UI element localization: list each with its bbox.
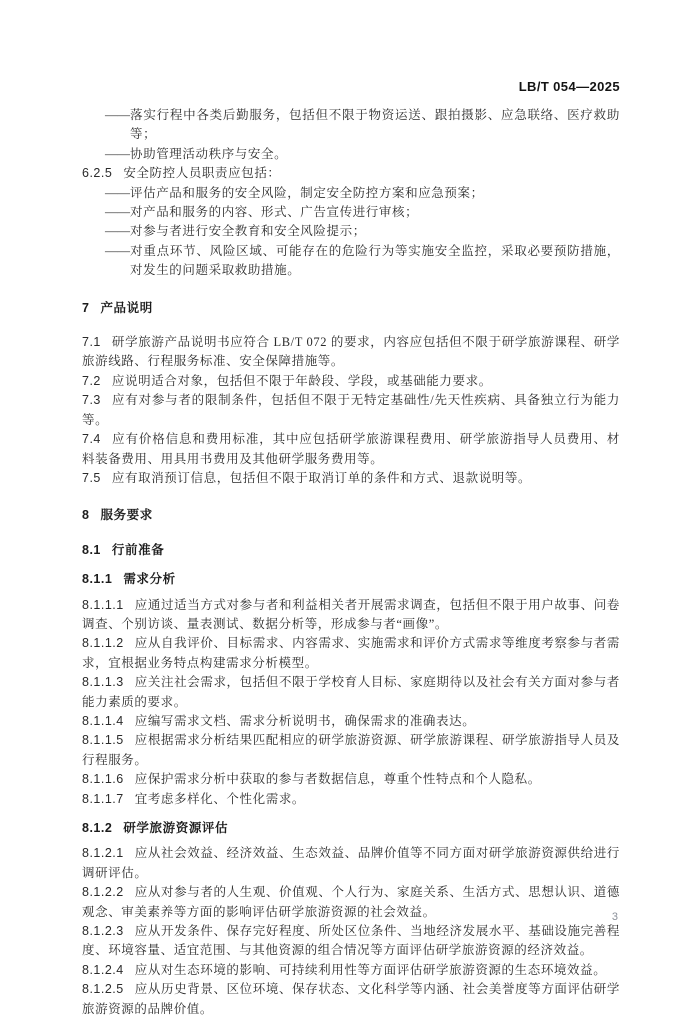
clause-8.1.2.5 [82, 980, 620, 1019]
clause-text: 应从开发条件、保存完好程度、所处区位条件、当地经济发展水平、基础设施完善程度、环境容量、适宜范围、与其他资源的组合情况等方面评估研学旅游资源的经济效益。 [82, 924, 620, 958]
dash-text: 落实行程中各类后勤服务，包括但不限于物资运送、跟拍摄影、应急联络、医疗救助等； [130, 108, 620, 142]
clause-text: 安全防控人员职责应包括： [123, 166, 281, 181]
page-footer [612, 911, 618, 923]
clause-text: 应根据需求分析结果匹配相应的研学旅游资源、研学旅游课程、研学旅游指导人员及行程服务。 [82, 733, 620, 767]
section-heading-8.1.2 [82, 819, 620, 838]
heading-text: 需求分析 [123, 572, 176, 587]
dash-list-item [82, 184, 620, 203]
clause-text: 研学旅游产品说明书应符合 LB/T 072 的要求，内容应包括但不限于研学旅游课程、研学旅游线路、行程服务标准、安全保障措施等。 [82, 335, 620, 369]
clause-7.5 [82, 469, 620, 488]
clause-number: 7.4 [82, 432, 101, 447]
clause-number: 8.1.1.3 [82, 675, 124, 690]
clause-text: 应从社会效益、经济效益、生态效益、品牌价值等不同方面对研学旅游资源供给进行调研评估。 [82, 846, 620, 880]
clause-number: 8.1.1.2 [82, 636, 124, 651]
heading-number: 8.1.1 [82, 572, 113, 587]
dash-marker: —— [105, 185, 130, 200]
section-heading-7 [82, 299, 620, 318]
document-body [82, 106, 620, 1019]
clause-8.1.1.4 [82, 712, 620, 731]
clause-number: 7.5 [82, 470, 101, 485]
clause-number: 6.2.5 [82, 166, 113, 181]
clause-text: 应从对参与者的人生观、价值观、个人行为、家庭关系、生活方式、思想认识、道德观念、审美素养等方面的影响评估研学旅游资源的社会效益。 [82, 885, 620, 919]
dash-marker: —— [105, 224, 130, 239]
dash-text: 评估产品和服务的安全风险，制定安全防控方案和应急预案； [130, 185, 484, 200]
clause-7.3 [82, 391, 620, 430]
clause-8.1.2.1 [82, 844, 620, 883]
document-header [82, 79, 620, 94]
clause-number: 8.1.1.6 [82, 772, 124, 787]
clause-text: 应有取消预订信息，包括但不限于取消订单的条件和方式、退款说明等。 [111, 470, 532, 485]
clause-text: 应保护需求分析中获取的参与者数据信息，尊重个性特点和个人隐私。 [134, 772, 541, 787]
heading-number: 7 [82, 300, 90, 315]
page-number: 3 [611, 911, 618, 923]
heading-number: 8 [82, 508, 90, 523]
heading-number: 8.1 [82, 542, 101, 557]
clause-8.1.2.3 [82, 922, 620, 961]
clause-text: 应从对生态环境的影响、可持续利用性等方面评估研学旅游资源的生态环境效益。 [134, 962, 607, 977]
clause-8.1.1.7 [82, 790, 620, 809]
dash-text: 对重点环节、风险区域、可能存在的危险行为等实施安全监控，采取必要预防措施，对发生的问题采取救助措施。 [130, 243, 620, 278]
clause-text: 应有对参与者的限制条件，包括但不限于无特定基础性/先天性疾病、具备独立行为能力等。 [82, 393, 620, 427]
clause-text: 应从历史背景、区位环境、保存状态、文化科学等内涵、社会美誉度等方面评估研学旅游资源的品牌价值。 [82, 982, 620, 1016]
clause-8.1.1.5 [82, 731, 620, 770]
clause-text: 应从自我评价、目标需求、内容需求、实施需求和评价方式需求等维度考察参与者需求，宜根据业务特点构建需求分析模型。 [82, 636, 620, 670]
dash-text: 对产品和服务的内容、形式、广告宣传进行审核； [130, 205, 419, 220]
section-heading-8.1.1 [82, 570, 620, 589]
section-heading-8 [82, 506, 620, 525]
clause-number: 8.1.2.4 [82, 962, 124, 977]
heading-text: 行前准备 [111, 542, 165, 557]
clause-number: 7.2 [82, 373, 101, 388]
dash-list-item [82, 222, 620, 241]
clause-number: 8.1.1.4 [82, 713, 124, 728]
dash-marker: —— [105, 205, 130, 220]
clause-6.2.5 [82, 164, 620, 183]
clause-text: 宜考虑多样化、个性化需求。 [134, 791, 306, 806]
section-heading-8.1 [82, 541, 620, 560]
dash-list-item [82, 145, 620, 164]
dash-marker: —— [105, 108, 130, 122]
clause-number: 8.1.1.7 [82, 791, 124, 806]
clause-8.1.1.1 [82, 596, 620, 635]
dash-text: 对参与者进行安全教育和安全风险提示； [130, 224, 366, 239]
clause-number: 7.3 [82, 393, 101, 408]
clause-number: 7.1 [82, 335, 101, 350]
clause-text: 应通过适当方式对参与者和利益相关者开展需求调查，包括但不限于用户故事、问卷调查、个别访谈、量表测试、数据分析等，形成参与者“画像”。 [82, 597, 620, 631]
clause-text: 应编写需求文档、需求分析说明书，确保需求的准确表达。 [134, 713, 476, 728]
clause-text: 应有价格信息和费用标准，其中应包括研学旅游课程费用、研学旅游指导人员费用、材料装备费用、用具用书费用及其他研学服务费用等。 [82, 432, 620, 466]
dash-list-item [82, 242, 620, 281]
clause-number: 8.1.1.5 [82, 733, 124, 748]
clause-number: 8.1.2.3 [82, 924, 124, 939]
dash-marker: —— [105, 146, 130, 161]
dash-text: 协助管理活动秩序与安全。 [130, 146, 288, 161]
clause-7.2 [82, 372, 620, 391]
clause-number: 8.1.2.1 [82, 846, 124, 861]
clause-8.1.1.3 [82, 673, 620, 712]
clause-8.1.1.2 [82, 634, 620, 673]
heading-text: 研学旅游资源评估 [123, 821, 229, 835]
clause-8.1.2.4 [82, 961, 620, 980]
clause-number: 8.1.2.5 [82, 982, 124, 997]
heading-number: 8.1.2 [82, 821, 113, 835]
dash-list-item [82, 106, 620, 145]
clause-number: 8.1.2.2 [82, 885, 124, 900]
clause-7.4 [82, 430, 620, 469]
clause-text: 应关注社会需求，包括但不限于学校育人目标、家庭期待以及社会有关方面对参与者能力素质的要求。 [82, 675, 620, 709]
heading-text: 服务要求 [100, 508, 153, 523]
dash-marker: —— [105, 243, 130, 258]
standard-code: LB/T 054—2025 [518, 79, 620, 94]
clause-8.1.2.2 [82, 883, 620, 922]
dash-list-item [82, 203, 620, 222]
heading-text: 产品说明 [100, 300, 153, 315]
clause-text: 应说明适合对象，包括但不限于年龄段、学段，或基础能力要求。 [111, 373, 492, 388]
clause-8.1.1.6 [82, 770, 620, 789]
clause-7.1 [82, 333, 620, 372]
clause-number: 8.1.1.1 [82, 597, 124, 612]
